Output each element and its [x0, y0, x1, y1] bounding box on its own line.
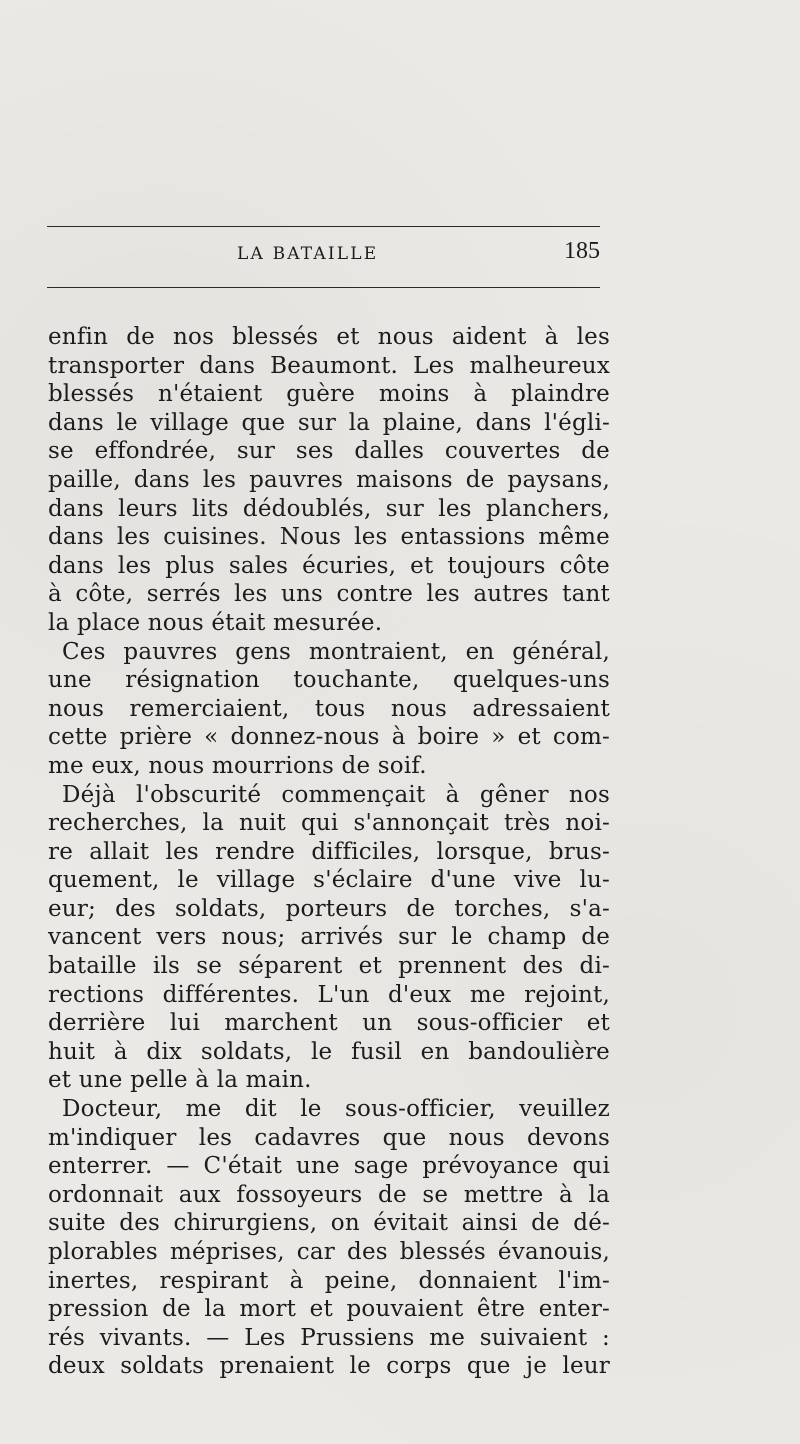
- text-line: deux soldats prenaient le corps que je leur: [48, 1353, 610, 1380]
- text-line: rections différentes. L'un d'eux me rejoint,: [48, 981, 610, 1008]
- text-line: quement, le village s'éclaire d'une vive lu-: [48, 867, 610, 894]
- text-line: re allait les rendre difficiles, lorsque, brus-: [48, 838, 610, 865]
- text-line: une résignation touchante, quelques-uns: [48, 667, 610, 694]
- header-rule-bottom: [47, 287, 600, 288]
- text-line: enfin de nos blessés et nous aident à les: [48, 324, 610, 350]
- running-title: LA BATAILLE: [237, 244, 379, 264]
- text-line: Ces pauvres gens montraient, en général,: [62, 638, 610, 665]
- text-line: cette prière « donnez-nous à boire » et com-: [48, 724, 610, 751]
- text-line: blessés n'étaient guère moins à plaindre: [48, 381, 610, 408]
- text-line: la place nous était mesurée.: [48, 609, 383, 636]
- text-line: huit à dix soldats, le fusil en bandoulière: [48, 1038, 610, 1065]
- text-line: vancent vers nous; arrivés sur le champ de: [48, 924, 610, 951]
- running-head: [47, 238, 600, 278]
- text-line: rés vivants. — Les Prussiens me suivaient :: [48, 1324, 610, 1351]
- text-line: pression de la mort et pouvaient être enter-: [48, 1296, 610, 1323]
- text-line: dans leurs lits dédoublés, sur les planchers,: [48, 495, 610, 522]
- text-line: recherches, la nuit qui s'annonçait très noi-: [48, 810, 610, 837]
- text-line: se effondrée, sur ses dalles couvertes de: [48, 438, 610, 465]
- text-line: enterrer. — C'était une sage prévoyance qui: [48, 1153, 610, 1180]
- page-number: 185: [564, 238, 600, 264]
- text-line: paille, dans les pauvres maisons de paysans,: [48, 466, 610, 493]
- text-line: bataille ils se séparent et prennent des di-: [48, 953, 610, 980]
- text-line: transporter dans Beaumont. Les malheureux: [48, 352, 610, 379]
- text-line: Docteur, me dit le sous-officier, veuillez: [62, 1096, 610, 1123]
- text-line: nous remerciaient, tous nous adressaient: [48, 695, 610, 722]
- text-line: à côte, serrés les uns contre les autres tant: [48, 581, 610, 608]
- text-line: derrière lui marchent un sous-officier et: [48, 1010, 610, 1037]
- text-line: me eux, nous mourrions de soif.: [48, 752, 427, 779]
- text-line: Déjà l'obscurité commençait à gêner nos: [62, 781, 610, 808]
- text-line: m'indiquer les cadavres que nous devons: [48, 1124, 610, 1151]
- text-line: suite des chirurgiens, on évitait ainsi de dé-: [48, 1210, 610, 1237]
- text-line: dans les cuisines. Nous les entassions même: [48, 524, 610, 551]
- text-line: eur; des soldats, porteurs de torches, s'a-: [48, 895, 610, 922]
- body-text: [48, 323, 610, 1381]
- text-line: dans le village que sur la plaine, dans l'égli-: [48, 409, 610, 436]
- text-line: inertes, respirant à peine, donnaient l'im-: [48, 1267, 610, 1294]
- text-line: plorables méprises, car des blessés évanouis,: [48, 1239, 610, 1265]
- header-rule-top: [47, 226, 600, 227]
- text-line: ordonnait aux fossoyeurs de se mettre à la: [48, 1181, 610, 1208]
- text-line: dans les plus sales écuries, et toujours côte: [48, 552, 610, 579]
- text-line: et une pelle à la main.: [48, 1067, 312, 1094]
